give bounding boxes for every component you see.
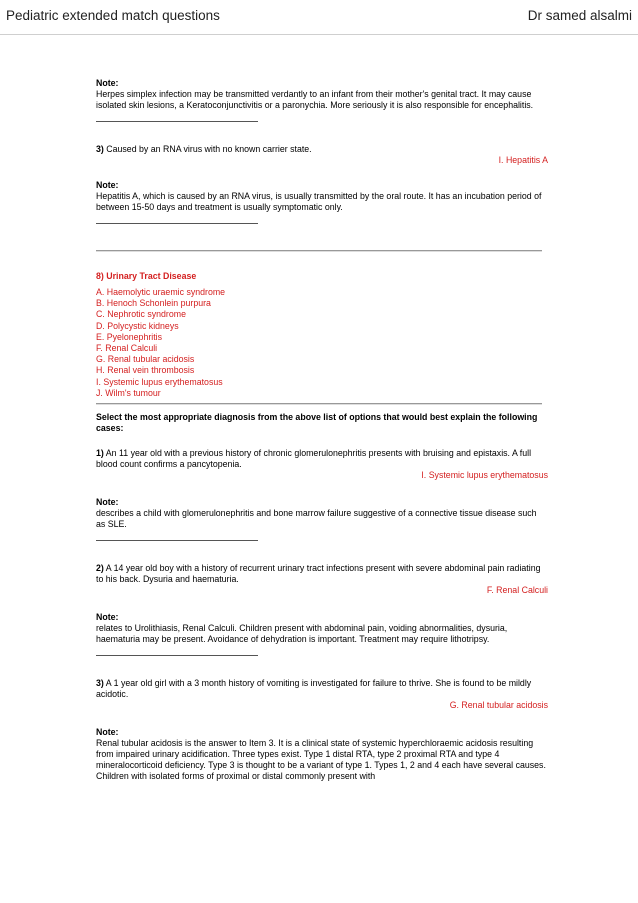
question-number: 2): [96, 563, 104, 574]
section-title: 8) Urinary Tract Disease: [96, 271, 197, 281]
option-item: G. Renal tubular acidosis: [96, 354, 195, 365]
answer-text: F. Renal Calculi: [486, 585, 548, 596]
question-body: Caused by an RNA virus with no known carrier state.: [103, 144, 312, 154]
option-item: D. Polycystic kidneys: [96, 320, 179, 331]
option-item: J. Wilm's tumour: [96, 387, 161, 398]
instruction-text: Select the most appropriate diagnosis from the above list of options that would best explain the following cases:: [96, 412, 538, 434]
option-item: H. Renal vein thrombosis: [96, 365, 195, 376]
section-divider: [96, 403, 542, 405]
short-divider: [96, 223, 258, 224]
question-text: [96, 144, 548, 155]
question-text: [96, 448, 548, 470]
note-text: Herpes simplex infection may be transmitted verdantly to an infant from their mother's genital tract. It may cause isolated skin lesions, a Keratoconjunctivitis or a paronychia. More seriously it is also responsible for encephalitis.: [96, 89, 534, 110]
question-number: 3): [96, 144, 104, 154]
answer-text: G. Renal tubular acidosis: [449, 700, 548, 711]
note-label: Note:: [96, 727, 119, 738]
note-text: describes a child with glomerulonephritis and bone marrow failure suggestive of a connective tissue disease such as SLE.: [96, 508, 537, 530]
option-item: I. Systemic lupus erythematosus: [96, 376, 223, 387]
option-item: B. Henoch Schonlein purpura: [96, 298, 211, 309]
question-text: [96, 563, 548, 585]
option-item: F. Renal Calculi: [96, 343, 158, 354]
note-text: Renal tubular acidosis is the answer to Item 3. It is a clinical state of systemic hyperchloraemic acidosis resulting from impaired urinary acidification. Three types exist. Type 1 distal RTA, type 2 proximal RTA and type 4 mineralocorticoid deficiency. Type 3 is thought to be a variant of type 1. Types 1, 2 and 4 each have several causes. Children with isolated forms of proximal or distal commonly present with: [96, 738, 546, 782]
section-divider: [96, 250, 542, 252]
note-label: Note:: [96, 180, 119, 190]
question-text: [96, 678, 548, 700]
question-number: 1): [96, 448, 104, 459]
short-divider: [96, 121, 258, 122]
option-item: C. Nephrotic syndrome: [96, 309, 186, 320]
note-text: Hepatitis A, which is caused by an RNA virus, is usually transmitted by the oral route. It has an incubation period of between 15-50 days and treatment is usually symptomatic only.: [96, 191, 542, 212]
question-body: A 1 year old girl with a 3 month history of vomiting is investigated for failure to thrive. She is found to be mildly acidotic.: [96, 678, 532, 700]
page-content: [96, 78, 548, 782]
note-label: Note:: [96, 497, 119, 508]
option-list: [96, 287, 548, 399]
short-divider: [96, 540, 258, 541]
note-text: relates to Urolithiasis, Renal Calculi. Children present with abdominal pain, voiding abnormalities, dysuria, haematuria may be present. Avoidance of dehydration is important. Treatment may require lithotripsy.: [96, 623, 508, 645]
note-label: Note:: [96, 78, 119, 88]
question-body: An 11 year old with a previous history of chronic glomerulonephritis presents with bruising and epistaxis. A full blood count confirms a pancytopenia.: [96, 448, 532, 470]
answer-text: I. Hepatitis A: [498, 155, 548, 165]
option-item: E. Pyelonephritis: [96, 331, 163, 342]
question-number: 3): [96, 678, 104, 689]
document-title: Pediatric extended match questions: [6, 8, 220, 23]
note-label: Note:: [96, 612, 119, 623]
author-name: Dr samed alsalmi: [527, 8, 632, 23]
page-header: [0, 0, 638, 35]
answer-text: I. Systemic lupus erythematosus: [421, 470, 548, 481]
option-item: A. Haemolytic uraemic syndrome: [96, 287, 226, 297]
question-body: A 14 year old boy with a history of recurrent urinary tract infections present with severe abdominal pain radiating to his back. Dysuria and haematuria.: [96, 563, 541, 585]
short-divider: [96, 655, 258, 656]
